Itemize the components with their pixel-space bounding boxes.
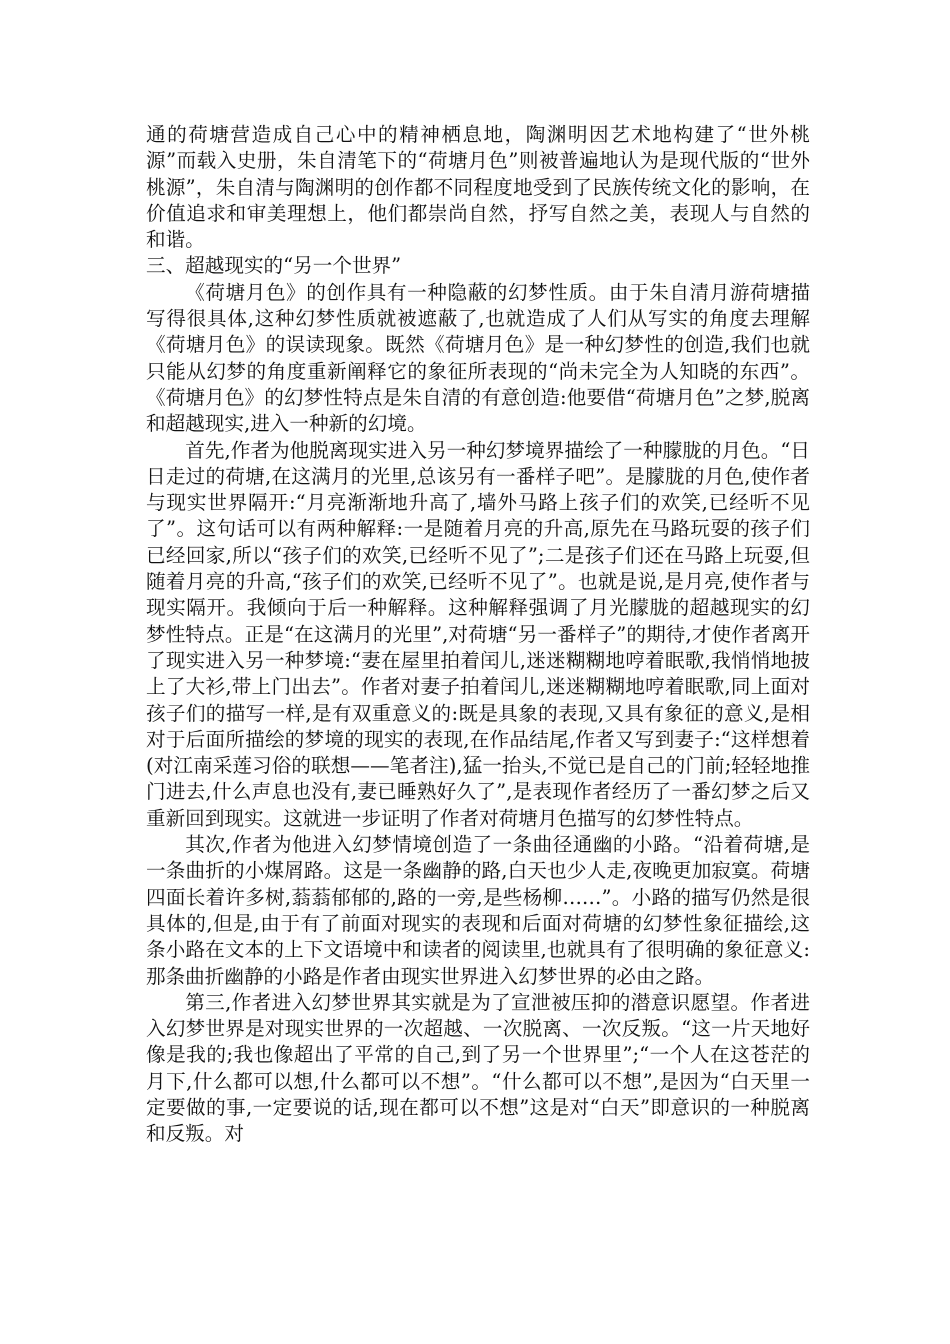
paragraph-2: 首先,作者为他脱离现实进入另一种幻梦境界描绘了一种朦胧的月色。“日日走过的荷塘,在这满月的光里,总该另有一番样子吧”。是朦胧的月色,使作者与现实世界隔开:“月亮渐渐地升高了,墙外马路上孩子们的欢笑,已经听不见了”。这句话可以有两种解释:一是随着月亮的升高,原先在马路玩耍的孩子们已经回家,所以“孩子们的欢笑,已经听不见了”;二是孩子们还在马路上玩耍,但随着月亮的升高,“孩子们的欢笑,已经听不见了”。也就是说,是月亮,使作者与现实隔开。我倾向于后一种解释。这种解释强调了月光朦胧的超越现实的幻梦性特点。正是“在这满月的光里”,对荷塘“另一番样子”的期待,才使作者离开了现实进入另一种梦境:“妻在屋里拍着闰儿,迷迷糊糊地哼着眠歌,我悄悄地披上了大衫,带上门出去”。作者对妻子拍着闰儿,迷迷糊糊地哼着眠歌,同上面对孩子们的描写一样,是有双重意义的:既是具象的表现,又具有象征的意义,是相对于后面所描绘的梦境的现实的表现,在作品结尾,作者又写到妻子:“这样想着(对江南采莲习俗的联想——笔者注),猛一抬头,不觉已是自己的门前;轻轻地推门进去,什么声息也没有,妻已睡熟好久了”,是表现作者经历了一番幻梦之后又重新回到现实。这就进一步证明了作者对荷塘月色描写的幻梦性特点。: [146, 438, 810, 830]
paragraph-3: 其次,作者为他进入幻梦情境创造了一条曲径通幽的小路。“沿着荷塘,是一条曲折的小煤屑路。这是一条幽静的路,白天也少人走,夜晚更加寂寞。荷塘四面长着许多树,蓊蓊郁郁的,路的一旁,是些杨柳……”。小路的描写仍然是很具体的,但是,由于有了前面对现实的表现和后面对荷塘的幻梦性象征描绘,这条小路在文本的上下文语境中和读者的阅读里,也就具有了很明确的象征意义:那条曲折幽静的小路是作者由现实世界进入幻梦世界的必由之路。: [146, 833, 810, 988]
paragraph-1: 《荷塘月色》的创作具有一种隐蔽的幻梦性质。由于朱自清月游荷塘描写得很具体,这种幻梦性质就被遮蔽了,也就造成了人们从写实的角度去理解《荷塘月色》的误读现象。既然《荷塘月色》是一种幻梦性的创造,我们也就只能从幻梦的角度重新阐释它的象征所表现的“尚未完全为人知晓的东西”。《荷塘月色》的幻梦性特点是朱自清的有意创造:他要借“荷塘月色”之梦,脱离和超越现实,进入一种新的幻境。: [146, 280, 810, 436]
paragraph-4: 第三,作者进入幻梦世界其实就是为了宣泄被压抑的潜意识愿望。作者进入幻梦世界是对现实世界的一次超越、一次脱离、一次反叛。“这一片天地好像是我的;我也像超出了平常的自己,到了另一个世界里”;“一个人在这苍茫的月下,什么都可以想,什么都可以不想”。“什么都可以不想”,是因为“白天里一定要做的事,一定要说的话,现在都可以不想”这是对“白天”即意识的一种脱离和反叛。对: [146, 990, 810, 1146]
section-heading: 三、超越现实的“另一个世界”: [146, 254, 402, 278]
continuation-paragraph: 通的荷塘营造成自己心中的精神栖息地，陶渊明因艺术地构建了“世外桃源”而载入史册，朱自清笔下的“荷塘月色”则被普遍地认为是现代版的“世外桃源”，朱自清与陶渊明的创作都不同程度地受到了民族传统文化的影响，在价值追求和审美理想上，他们都崇尚自然，抒写自然之美，表现人与自然的和谐。: [146, 123, 810, 252]
body-text: [146, 122, 810, 1148]
